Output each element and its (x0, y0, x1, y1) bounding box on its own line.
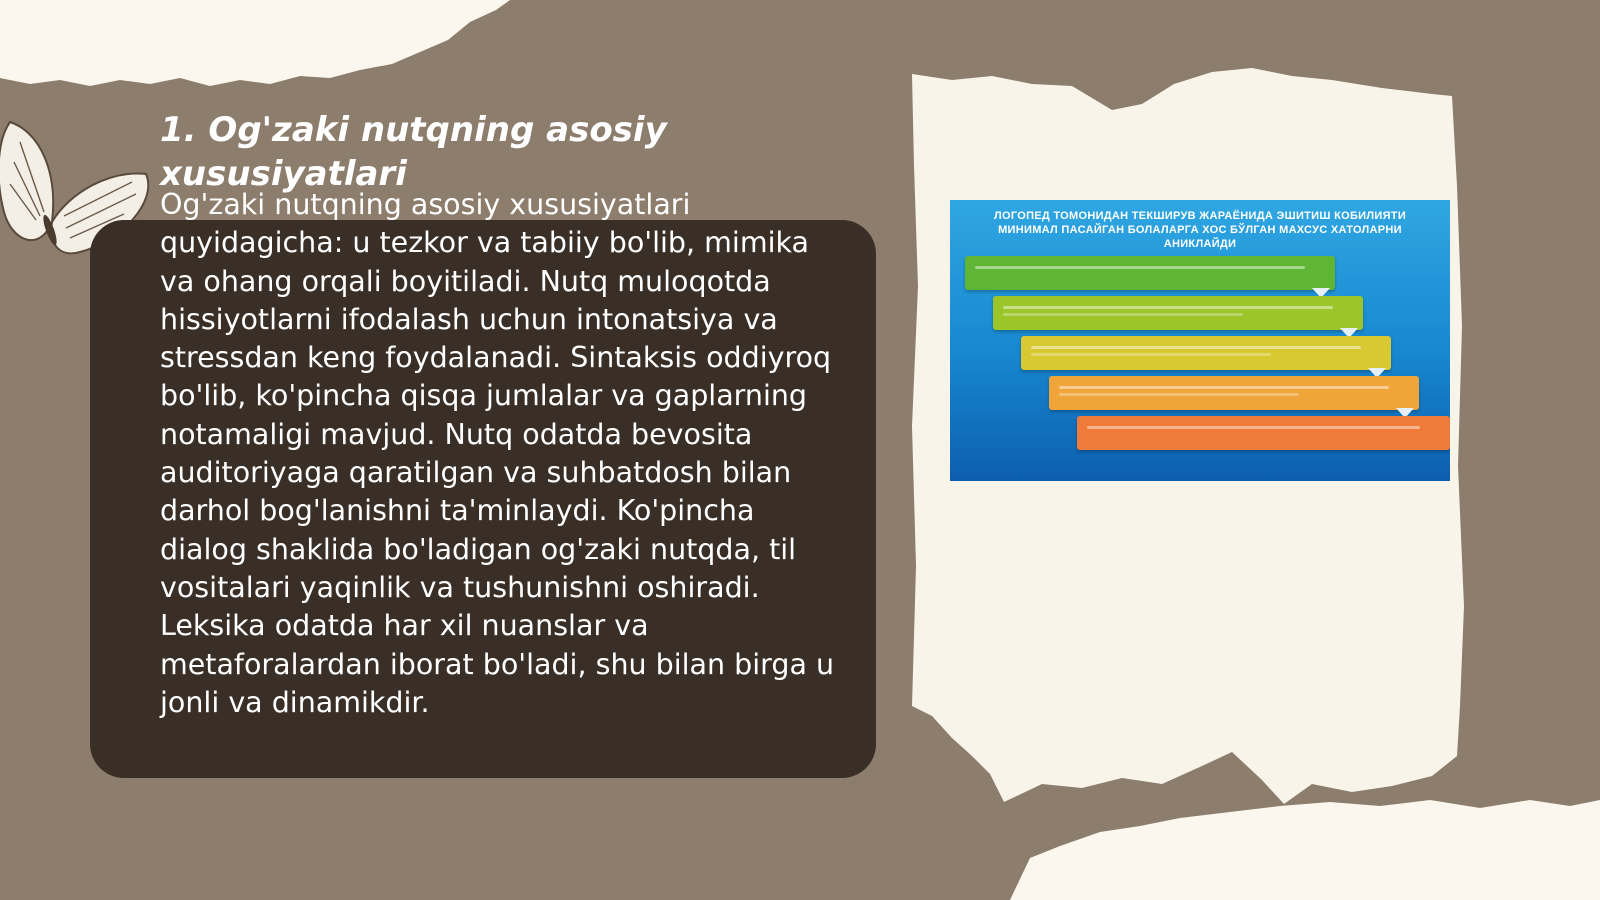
inset-step-4 (1049, 376, 1419, 410)
step-text-line (1059, 386, 1389, 389)
step-text-line (975, 266, 1305, 269)
inset-step-1 (965, 256, 1335, 290)
inset-step-2 (993, 296, 1363, 330)
inset-image (950, 200, 1450, 481)
step-text-line (1059, 393, 1299, 396)
slide-body-text: Og'zaki nutqning asosiy xususiyatlari quyidagicha: u tezkor va tabiiy bo'lib, mimika va ohang orqali boyitiladi. Nutq muloqotda hissiyotlarni ifodalash uchun intonatsiya va stressdan keng foydalanadi. Sintaksis oddiyroq bo'lib, ko'pincha qisqa jumlalar va gaplarning notamaligi mavjud. Nutq odatda bevosita auditoriyaga qaratilgan va suhbatdosh bilan darhol bog'lanishni ta'minlaydi. Ko'pincha dialog shaklida bo'ladigan og'zaki nutqda, til vositalari yaqinlik va tushunishni oshiradi. Leksika odatda har xil nuanslar va metaforalardan iborat bo'ladi, shu bilan birga u jonli va dinamikdir. (160, 188, 835, 719)
step-text-line (1003, 306, 1333, 309)
step-text-line (1031, 353, 1271, 356)
slide-title: 1. Og'zaki nutqning asosiy xususiyatlari (160, 110, 667, 194)
step-text-line (1087, 426, 1420, 429)
inset-step-5 (1077, 416, 1450, 450)
inset-step-3 (1021, 336, 1391, 370)
step-text-line (1003, 313, 1243, 316)
step-text-line (1031, 346, 1361, 349)
inset-image-title: ЛОГОПЕД ТОМОНИДАН ТЕКШИРУВ ЖАРАЁНИДА ЭШИТИШ КОБИЛИЯТИ МИНИМАЛ ПАСАЙГАН БОЛАЛАРГА ХОС БЎЛГАН МАХСУС ХАТОЛАРНИ АНИКЛАЙДИ (993, 210, 1407, 250)
